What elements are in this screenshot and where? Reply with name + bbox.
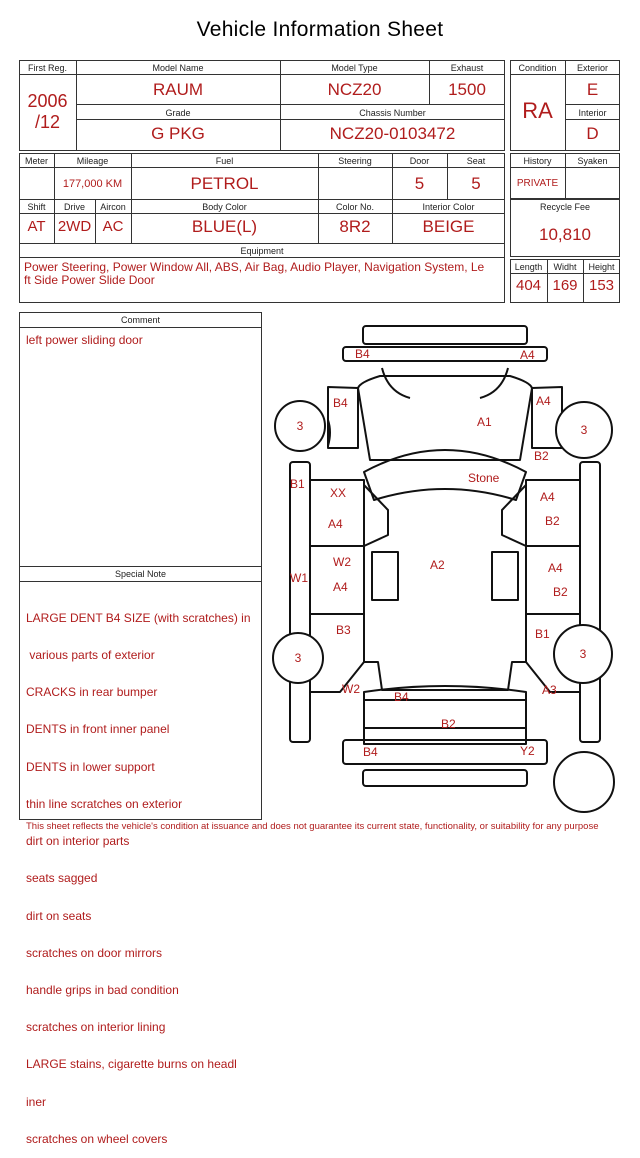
tires-group <box>273 401 614 812</box>
model-name-value: RAUM <box>152 80 204 99</box>
car-damage-diagram <box>270 320 630 818</box>
damage-mark: B1 <box>290 477 305 491</box>
damage-mark: B1 <box>535 627 550 641</box>
rear-bar-shape <box>363 770 527 786</box>
tire-rear-right-label: 3 <box>579 647 587 661</box>
damage-mark: A4 <box>548 561 563 575</box>
equipment-line: ft Side Power Slide Door <box>24 272 155 287</box>
fuel-label: Fuel <box>215 156 234 166</box>
chassis-label: Chassis Number <box>359 108 426 118</box>
comment-line: left power sliding door <box>26 333 143 347</box>
special-note-line: scratches on interior lining <box>26 1020 166 1035</box>
special-note-line: thin line scratches on exterior <box>26 796 183 811</box>
seat-label: Seat <box>466 156 486 166</box>
front-bumper-shape <box>343 347 547 361</box>
drive-label: Drive <box>63 202 85 212</box>
special-note-list <box>26 587 260 1158</box>
page-title: Vehicle Information Sheet <box>196 18 444 41</box>
damage-mark: B2 <box>441 717 456 731</box>
damage-mark: B3 <box>336 623 351 637</box>
length-value: 404 <box>515 277 542 294</box>
damage-mark: A4 <box>540 490 555 504</box>
history-label: History <box>523 156 552 166</box>
damage-mark: B4 <box>363 745 378 759</box>
meter-label: Meter <box>24 156 48 166</box>
first-reg-label: First Reg. <box>27 63 67 73</box>
door-label: Door <box>409 156 430 166</box>
damage-mark: W2 <box>333 555 351 569</box>
damage-mark: A4 <box>536 394 551 408</box>
comment-list <box>26 334 258 346</box>
history-value: PRIVATE <box>516 178 559 189</box>
special-note-line: various parts of exterior <box>26 648 155 663</box>
damage-mark: A2 <box>430 558 445 572</box>
windshield-shape <box>364 450 526 500</box>
seat-value: 5 <box>471 174 481 193</box>
door-value: 5 <box>414 174 425 193</box>
damage-mark: A4 <box>328 517 343 531</box>
interior-color-value: BEIGE <box>422 217 475 236</box>
condition-value: RA <box>522 98 553 123</box>
equipment-label: Equipment <box>240 246 284 256</box>
mileage-value: 177,000 KM <box>62 178 123 190</box>
special-note-line: dirt on interior parts <box>26 834 130 849</box>
width-label: Widht <box>553 262 577 272</box>
window-right-front <box>502 485 526 546</box>
special-note-label: Special Note <box>114 569 167 579</box>
equipment-line: Power Steering, Power Window All, ABS, Air Bag, Audio Player, Navigation System, Le <box>24 260 485 274</box>
interior-color-label: Interior Color <box>422 202 475 212</box>
special-note-line: scratches on door mirrors <box>26 945 163 960</box>
special-note-line: scratches on wheel covers <box>26 1131 168 1146</box>
damage-mark: B2 <box>545 514 560 528</box>
special-note-line: DENTS in lower support <box>26 759 155 774</box>
recycle-fee-label: Recycle Fee <box>539 202 591 212</box>
first-reg-year: 2006 <box>27 91 68 111</box>
shift-label: Shift <box>27 202 46 212</box>
exterior-value: E <box>586 80 599 99</box>
aircon-label: Aircon <box>100 202 126 212</box>
window-left-front <box>364 485 388 546</box>
damage-mark: A3 <box>542 683 557 697</box>
tire-front-left-label: 3 <box>296 419 304 433</box>
first-reg-month: /12 <box>34 112 61 132</box>
tire-front-right-label: 3 <box>580 423 588 437</box>
exhaust-label: Exhaust <box>450 63 484 73</box>
damage-mark: XX <box>330 486 347 500</box>
interior-value: D <box>586 124 599 143</box>
special-note-line: DENTS in front inner panel <box>26 722 170 737</box>
model-type-value: NCZ20 <box>327 80 382 99</box>
aircon-value: AC <box>102 218 124 235</box>
damage-mark: A4 <box>333 580 348 594</box>
comment-label: Comment <box>120 315 160 325</box>
side-sill-right <box>580 462 600 742</box>
special-note-line: dirt on seats <box>26 908 92 923</box>
body-color-label: Body Color <box>202 202 247 212</box>
damage-mark: B2 <box>534 449 549 463</box>
damage-mark: A1 <box>477 415 492 429</box>
special-note-line: CRACKS in rear bumper <box>26 685 158 700</box>
width-value: 169 <box>552 277 578 294</box>
special-note-line: LARGE stains, cigarette burns on headl <box>26 1057 237 1072</box>
exterior-label: Exterior <box>576 63 608 73</box>
grade-value: G PKG <box>151 124 205 143</box>
tire-rear-left-label: 3 <box>294 651 302 665</box>
shift-value: AT <box>27 218 46 235</box>
syaken-label: Syaken <box>577 156 608 166</box>
body-color-value: BLUE(L) <box>191 217 258 236</box>
height-label: Height <box>588 262 615 272</box>
spare-tire-icon <box>554 752 614 812</box>
grade-label: Grade <box>165 108 191 118</box>
side-sill-left <box>290 462 310 742</box>
damage-mark: Y2 <box>520 744 535 758</box>
special-note-line: iner <box>26 1094 47 1109</box>
damage-mark: B4 <box>333 396 348 410</box>
length-label: Length <box>514 262 543 272</box>
height-value: 153 <box>588 277 615 294</box>
chassis-value: NCZ20-0103472 <box>329 124 456 143</box>
color-no-value: 8R2 <box>339 217 371 236</box>
equipment-text <box>24 261 504 286</box>
roof-shape <box>388 510 502 620</box>
damage-mark: B4 <box>394 690 409 704</box>
recycle-fee-value: 10,810 <box>539 225 591 244</box>
rear-door-right-shape <box>526 546 580 614</box>
interior-label: Interior <box>578 108 607 118</box>
special-note-line: LARGE DENT B4 SIZE (with scratches) in <box>26 610 251 625</box>
damage-mark: W1 <box>290 571 308 585</box>
condition-label: Condition <box>518 63 557 73</box>
mileage-label: Mileage <box>76 156 109 166</box>
steering-label: Steering <box>338 156 372 166</box>
window-left-rear <box>372 552 398 600</box>
damage-mark: Stone <box>468 471 500 485</box>
window-right-rear <box>492 552 518 600</box>
headlight-shape <box>382 368 508 398</box>
color-no-label: Color No. <box>335 202 374 212</box>
special-note-line: handle grips in bad condition <box>26 983 179 997</box>
fuel-value: PETROL <box>190 174 259 193</box>
model-name-label: Model Name <box>152 63 204 73</box>
hood-top-shape <box>358 376 532 388</box>
drive-value: 2WD <box>57 218 92 235</box>
special-note-line: seats sagged <box>26 871 98 886</box>
front-bar-shape <box>363 326 527 344</box>
exhaust-value: 1500 <box>448 80 486 99</box>
damage-mark: B2 <box>553 585 568 599</box>
model-type-label: Model Type <box>331 63 378 73</box>
damage-mark: W2 <box>342 682 360 696</box>
disclaimer-footer: This sheet reflects the vehicle's condition at issuance and does not guarantee its current state, functionality, or suitability for any purpose <box>26 821 599 832</box>
damage-mark: A4 <box>520 348 535 362</box>
damage-mark: B4 <box>355 347 370 361</box>
